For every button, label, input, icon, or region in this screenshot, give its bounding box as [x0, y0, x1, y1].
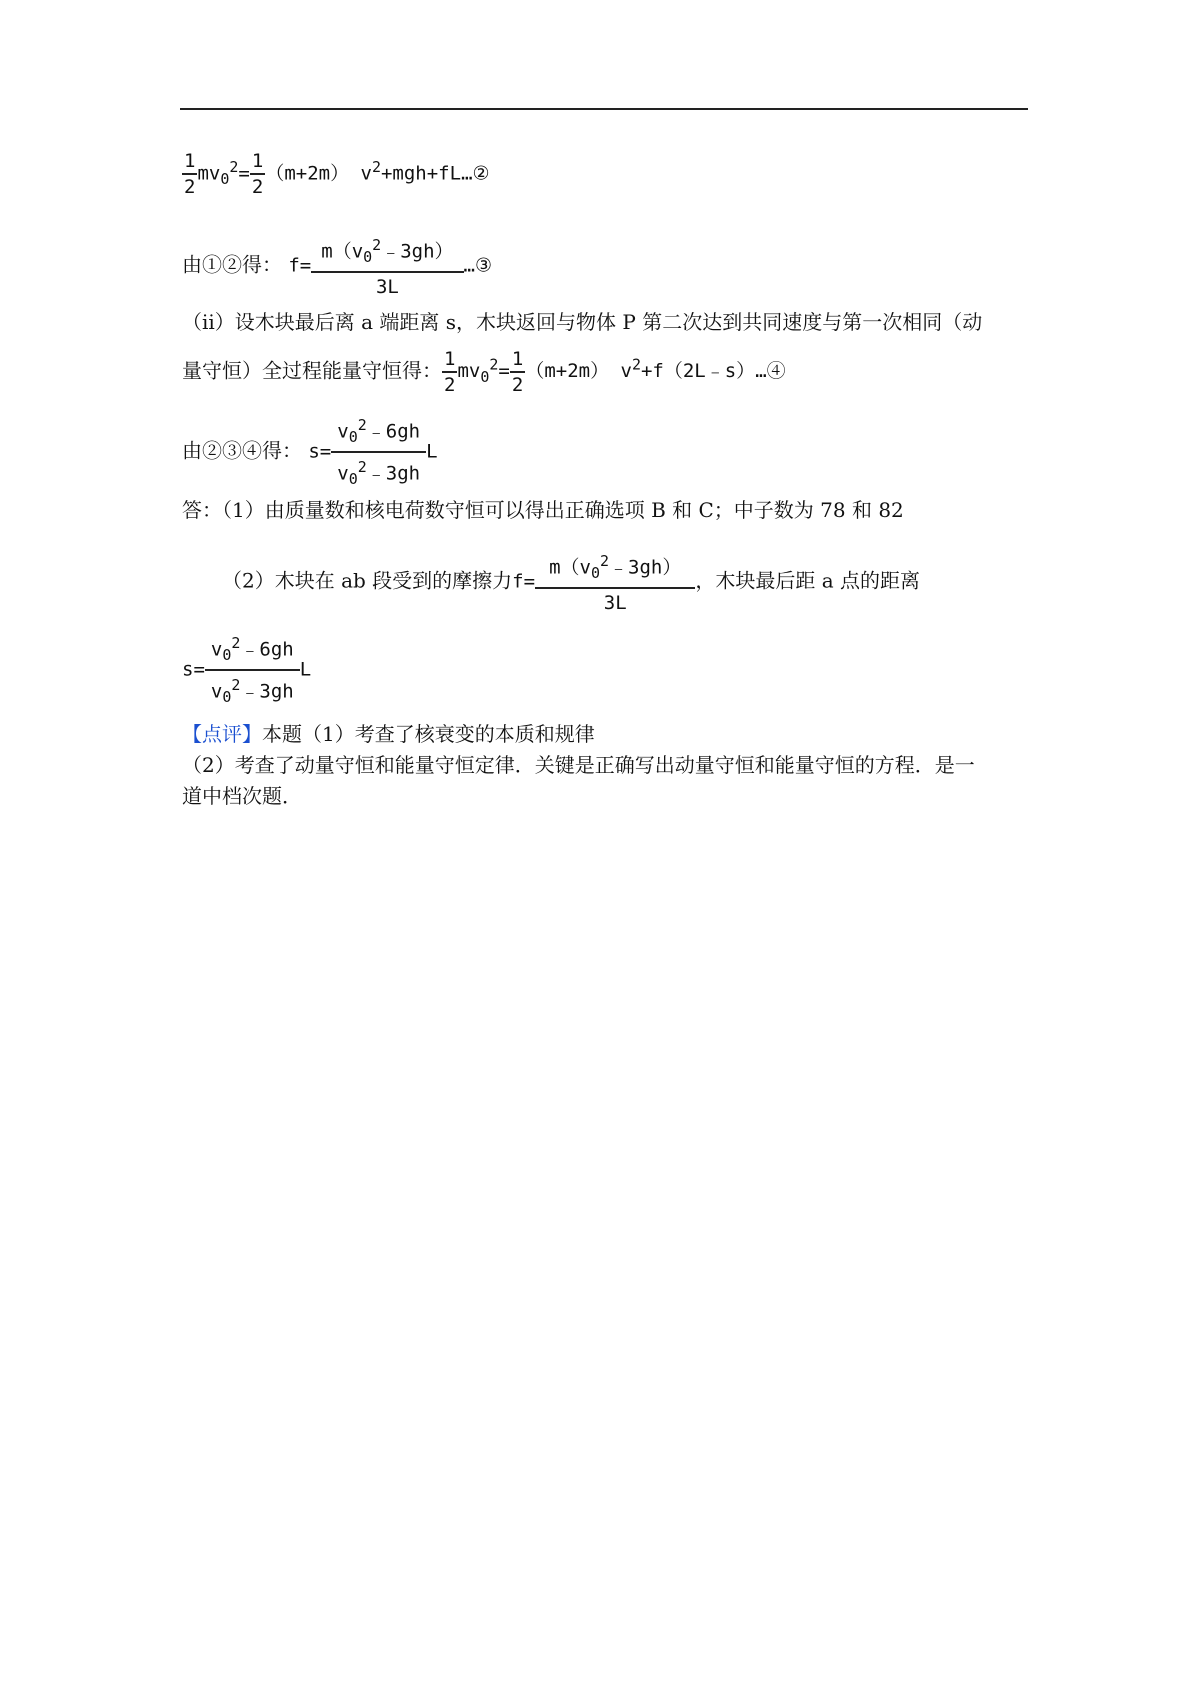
- fraction-half-4: $\frac{1}{2}$: [511, 348, 524, 396]
- equation-2: $\frac{1}{2}$ $mv_0^2=$ $\frac{1}{2}$ （m+2m） $v^2+mgh+fL\dots ②$: [184, 150, 490, 198]
- comment-tag: 【点评】: [182, 722, 262, 746]
- fraction-half: $\frac{1}{2}$: [184, 150, 196, 198]
- fraction-s: $\frac{v_0^2﹣6gh}{v_0^2﹣3gh}$: [331, 412, 426, 492]
- equation-3: 由①②得： f= $\frac{m(v_0^2﹣3gh)}{3L}$ …③: [182, 232, 492, 300]
- fraction-half-3: $\frac{1}{2}$: [444, 348, 456, 396]
- fraction-f: $\frac{m(v_0^2﹣3gh)}{3L}$: [311, 232, 463, 300]
- part-ii-line2: 量守恒）全过程能量守恒得： $\frac{1}{2}$ $mv_0^2=$ $\frac{1}{2}$ （m+2m） $v^2+f(2L﹣s)\dots ④$: [182, 348, 786, 396]
- answer-s: s= $\frac{v_0^2﹣6gh}{v_0^2﹣3gh}$ L: [182, 630, 311, 710]
- comment-line2: （2）考查了动量守恒和能量守恒定律．关键是正确写出动量守恒和能量守恒的方程．是一: [182, 753, 975, 777]
- answer-line2: （2）木块在 ab 段受到的摩擦力f= $\frac{m(v_0^2﹣3gh)}{3L}$ ，木块最后距 a 点的距离: [222, 548, 920, 616]
- comment-line3: 道中档次题．: [182, 784, 302, 808]
- equation-s: 由②③④得： s= $\frac{v_0^2﹣6gh}{v_0^2﹣3gh}$ L: [182, 412, 438, 492]
- part-ii-line1: （ii）设木块最后离 a 端距离 s，木块返回与物体 P 第二次达到共同速度与第一次相同（动: [182, 310, 983, 334]
- fraction-f-answer: $\frac{m(v_0^2﹣3gh)}{3L}$: [535, 548, 695, 616]
- fraction-s-answer: $\frac{v_0^2﹣6gh}{v_0^2﹣3gh}$: [205, 630, 300, 710]
- header-rule: [180, 108, 1028, 110]
- answer-line1: 答：（1）由质量数和核电荷数守恒可以得出正确选项 B 和 C；中子数为 78 和 82: [182, 498, 904, 522]
- comment-line1: 【点评】本题（1）考查了核衰变的本质和规律: [182, 722, 595, 746]
- fraction-half-2: $\frac{1}{2}$: [251, 150, 264, 198]
